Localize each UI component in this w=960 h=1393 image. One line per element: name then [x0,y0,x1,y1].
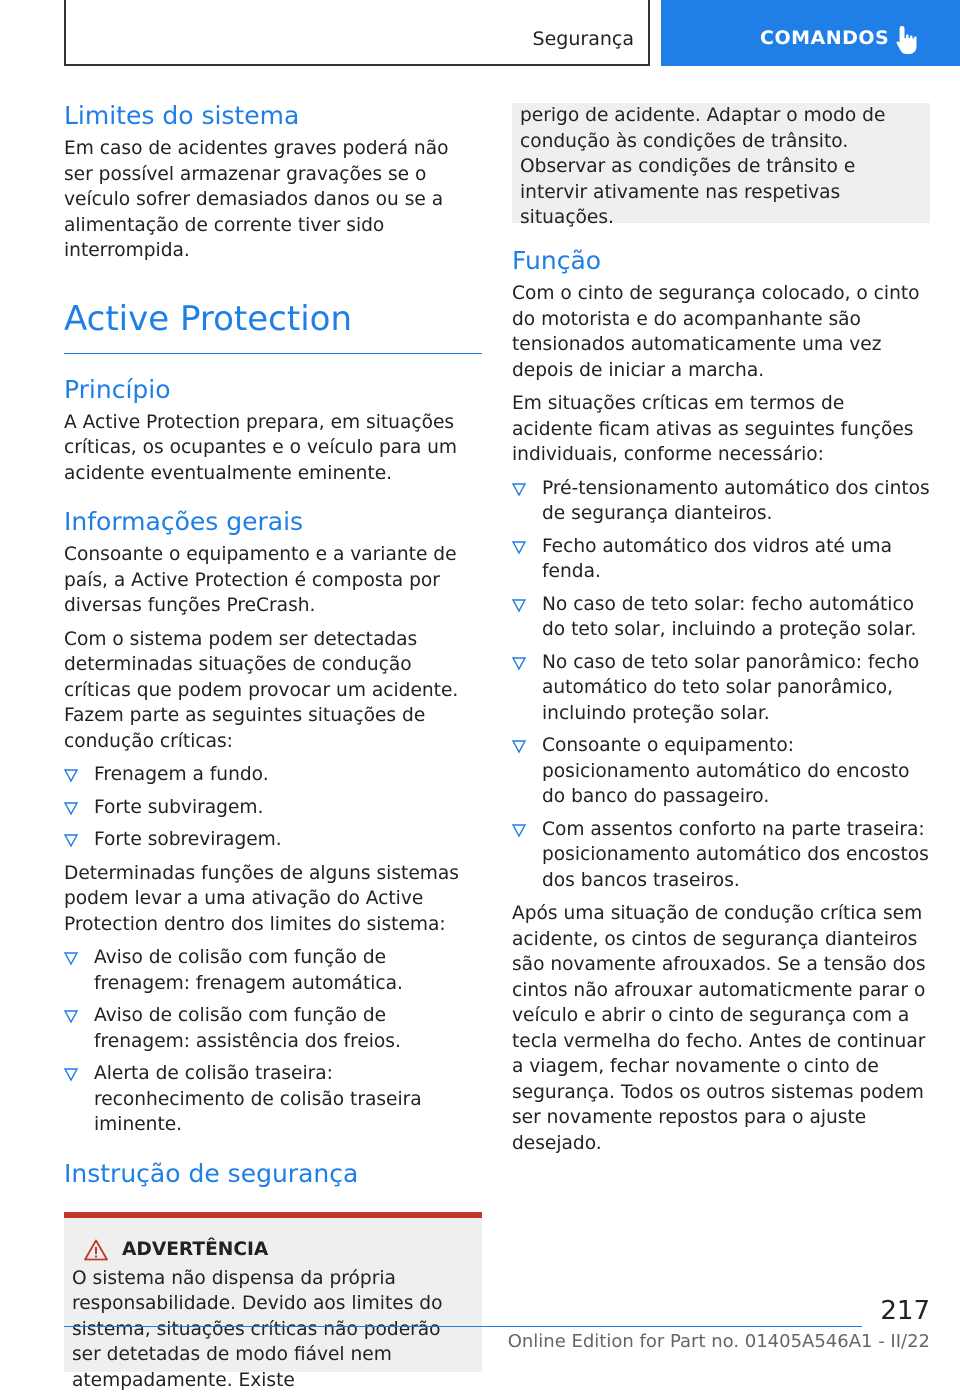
section-title: Segurança [533,28,634,50]
triangle-bullet-icon [512,599,526,612]
list-item [64,1061,482,1138]
list-item-text: Alerta de colisão traseira: reconhecimento de colisão traseira iminente. [94,1063,422,1135]
footer-divider [64,1326,862,1327]
triangle-bullet-icon [512,740,526,753]
warning-label: ADVERTÊNCIA [122,1238,268,1262]
triangle-bullet-icon [64,1010,78,1023]
function-paragraph-3: Após uma situação de condução crítica sem acidente, os cintos de segurança dianteiros são novamente afrouxados. Se a tensão dos cintos não afrouxar automaticmente parar o veículo e abrir o cinto de segurança com a tecla vermelha do fecho. Antes de continuar a viagem, fechar novamente o cinto de segurança. Todos os outros sistemas podem ser novamente repostos para o ajuste desejado. [512,901,930,1156]
warning-triangle-icon [84,1239,108,1261]
page-number: 217 [870,1296,930,1326]
list-item-text: Frenagem a fundo. [94,764,269,785]
list-item [512,534,930,585]
function-heading: Função [512,245,930,277]
list-item [64,795,482,821]
footer-edition: Online Edition for Part no. 01405A546A1 - II/22 [310,1331,930,1352]
warning-text: O sistema não dispensa da própria responsabilidade. Devido aos limites do sistema, situações críticas não poderão ser detetadas de modo fiável nem atempadamente. Existe [72,1266,474,1393]
list-item-text: Fecho automático dos vidros até uma fenda. [542,536,892,583]
triangle-bullet-icon [512,657,526,670]
limits-heading: Limites do sistema [64,100,482,132]
title-divider [64,353,482,354]
systems-list [64,945,482,1138]
list-item [512,733,930,810]
list-item [64,827,482,853]
situations-list [64,762,482,853]
info-paragraph-2: Com o sistema podem ser detectadas determinadas situações de condução críticas que podem provocar um acidente. Fazem parte as seguintes situações de condução críticas: [64,627,482,755]
triangle-bullet-icon [64,1068,78,1081]
list-item-text: Forte subviragem. [94,797,263,818]
list-item-text: No caso de teto solar panorâmico: fecho automático do teto solar panorâmico, incluindo proteção solar. [542,652,919,724]
principle-heading: Princípio [64,374,482,406]
list-item [64,1003,482,1054]
safety-heading: Instrução de segurança [64,1158,482,1190]
list-item [512,592,930,643]
page-title: Active Protection [64,297,482,341]
list-item [64,762,482,788]
list-item-text: Aviso de colisão com função de frenagem: frenagem automática. [94,947,403,994]
list-item-text: Pré-tensionamento automático dos cintos de segurança dianteiros. [542,478,930,525]
triangle-bullet-icon [64,834,78,847]
triangle-bullet-icon [512,483,526,496]
list-item [512,817,930,894]
chapter-title: COMANDOS [760,27,889,49]
left-column [64,100,482,1372]
pointing-hand-icon [895,24,921,56]
function-paragraph-2: Em situações críticas em termos de acidente ficam ativas as seguintes funções individuais, conforme necessário: [512,391,930,468]
warning-text-continued: perigo de acidente. Adaptar o modo de condução às condições de trânsito. Observar as condições de trânsito e intervir ativamente nas respetivas situações. [520,103,922,231]
triangle-bullet-icon [512,541,526,554]
info-paragraph-3: Determinadas funções de alguns sistemas podem levar a uma ativação do Active Protection dentro dos limites do sistema: [64,861,482,938]
info-heading: Informações gerais [64,506,482,538]
triangle-bullet-icon [64,769,78,782]
triangle-bullet-icon [64,802,78,815]
info-paragraph-1: Consoante o equipamento e a variante de país, a Active Protection é composta por diversas funções PreCrash. [64,542,482,619]
list-item-text: No caso de teto solar: fecho automático do teto solar, incluindo a proteção solar. [542,594,916,641]
list-item-text: Com assentos conforto na parte traseira: posicionamento automático dos encostos dos bancos traseiros. [542,819,929,891]
header-chapter-tab [661,0,960,66]
list-item [512,650,930,727]
triangle-bullet-icon [512,824,526,837]
warning-title [72,1238,474,1262]
header-section-tab [64,0,650,66]
list-item-text: Aviso de colisão com função de frenagem: assistência dos freios. [94,1005,401,1052]
function-paragraph-1: Com o cinto de segurança colocado, o cinto do motorista e do acompanhante são tensionados automaticamente uma vez depois de iniciar a marcha. [512,281,930,383]
right-column [512,103,930,1156]
list-item [64,945,482,996]
warning-box-continued [512,103,930,223]
limits-paragraph: Em caso de acidentes graves poderá não ser possível armazenar gravações se o veículo sofrer demasiados danos ou se a alimentação de corrente tiver sido interrompida. [64,136,482,264]
functions-list [512,476,930,894]
principle-paragraph: A Active Protection prepara, em situações críticas, os ocupantes e o veículo para um acidente eventualmente eminente. [64,410,482,487]
triangle-bullet-icon [64,952,78,965]
list-item-text: Forte sobreviragem. [94,829,282,850]
list-item-text: Consoante o equipamento: posicionamento automático do encosto do banco do passageiro. [542,735,909,807]
list-item [512,476,930,527]
